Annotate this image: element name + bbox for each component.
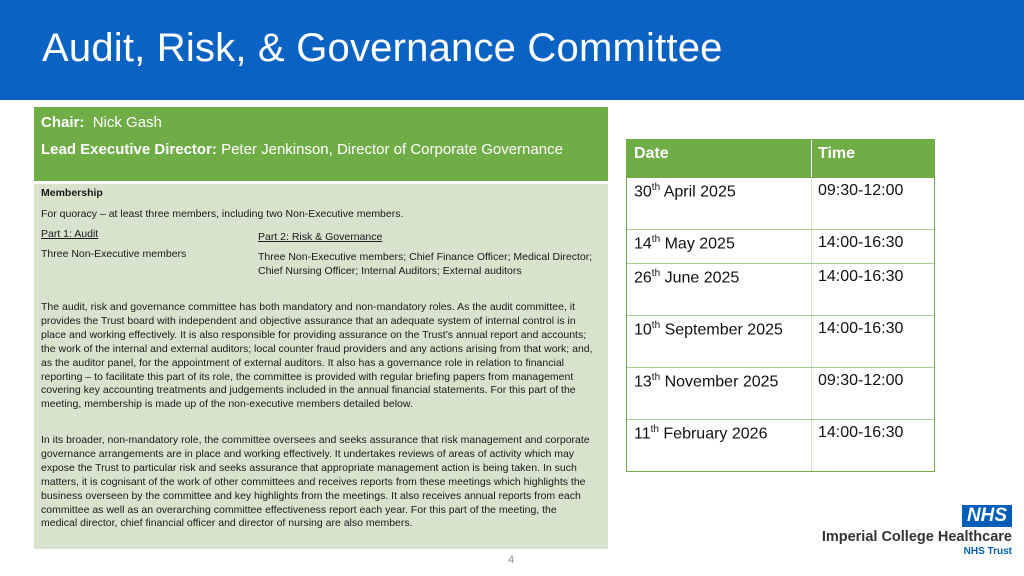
trust-name: Imperial College Healthcare	[821, 529, 1012, 545]
quoracy-text: For quoracy – at least three members, including two Non-Executive members.	[41, 208, 404, 220]
table-row	[627, 178, 934, 230]
committee-info-panel	[34, 107, 608, 549]
meeting-schedule-table	[626, 139, 935, 472]
part2-label: Part 2: Risk & Governance	[258, 231, 383, 243]
nhs-trust-logo	[821, 505, 1012, 557]
meeting-date: 14th May 2025	[627, 230, 812, 263]
mandatory-role-paragraph: The audit, risk and governance committee has both mandatory and non-mandatory roles. As the audit committee, it provides the Trust board with independent and objective assurance that an adequate system of internal control is in place and working effectively. It is also responsible for providing assurance on the Trust’s annual report and accounts; the work of the internal and external auditors; local counter fraud providers and any actions arising from that work; and, as the auditor panel, for the appointment of external auditors. It also has a governance role in relation to financial reporting – to facilitate this part of its role, the committee is provided with regular briefing papers from management covering key accounting treatments and judgements included in the annual financial statements. For this part of the meeting, membership is made up of the non-executive members detailed below.	[41, 301, 593, 411]
part1-members: Three Non-Executive members	[41, 248, 187, 260]
meeting-date: 13th November 2025	[627, 368, 812, 419]
part1-label: Part 1: Audit	[41, 228, 99, 240]
meeting-date: 11th February 2026	[627, 420, 812, 471]
page-title: Audit, Risk, & Governance Committee	[42, 26, 723, 70]
leadership-box	[34, 107, 608, 181]
table-row	[627, 316, 934, 368]
meeting-date: 26th June 2025	[627, 264, 812, 315]
meeting-time: 09:30-12:00	[818, 182, 904, 199]
membership-heading: Membership	[41, 187, 103, 199]
lead-label: Lead Executive Director:	[41, 141, 217, 158]
meeting-time: 09:30-12:00	[818, 372, 904, 389]
meeting-date: 10th September 2025	[627, 316, 812, 367]
time-column-header: Time	[818, 145, 856, 162]
meeting-time: 14:00-16:30	[818, 268, 904, 285]
part2-members: Three Non-Executive members; Chief Finance Officer; Medical Director; Chief Nursing Officer; Internal Auditors; External auditors	[258, 251, 593, 277]
meeting-time: 14:00-16:30	[818, 320, 904, 337]
nhs-badge: NHS	[962, 505, 1012, 527]
non-mandatory-role-paragraph: In its broader, non-mandatory role, the committee oversees and seeks assurance that risk management and corporate governance arrangements are in place and working effectively. It undertakes reviews of areas of activity which may expose the Trust to particular risk and seeks assurance that appropriate management action is being taken. In such matters, it is cognisant of the work of other committees and receives reports from these meetings which highlights the business overseen by the committee and key highlights from the meetings. It also receives annual reports from each committee as well as an overarching committee effectiveness report each year. For this part of the meeting, the medical director, chief financial officer and director of nursing are also members.	[41, 434, 590, 530]
title-banner	[0, 0, 1024, 100]
page-number: 4	[508, 554, 515, 566]
date-column-header: Date	[627, 140, 812, 177]
meeting-time: 14:00-16:30	[818, 234, 904, 251]
table-row	[627, 230, 934, 264]
lead-director-line	[41, 140, 581, 160]
divider	[34, 181, 608, 184]
chair-name: Nick Gash	[92, 114, 162, 131]
table-row	[627, 420, 934, 471]
chair-line	[41, 114, 162, 131]
table-row	[627, 264, 934, 316]
lead-name: Peter Jenkinson, Director of Corporate Governance	[221, 141, 563, 158]
chair-label: Chair:	[41, 114, 85, 131]
meeting-time: 14:00-16:30	[818, 424, 904, 441]
table-row	[627, 368, 934, 420]
meeting-date: 30th April 2025	[627, 178, 812, 229]
table-header-row	[627, 140, 934, 178]
trust-subtitle: NHS Trust	[963, 546, 1012, 557]
